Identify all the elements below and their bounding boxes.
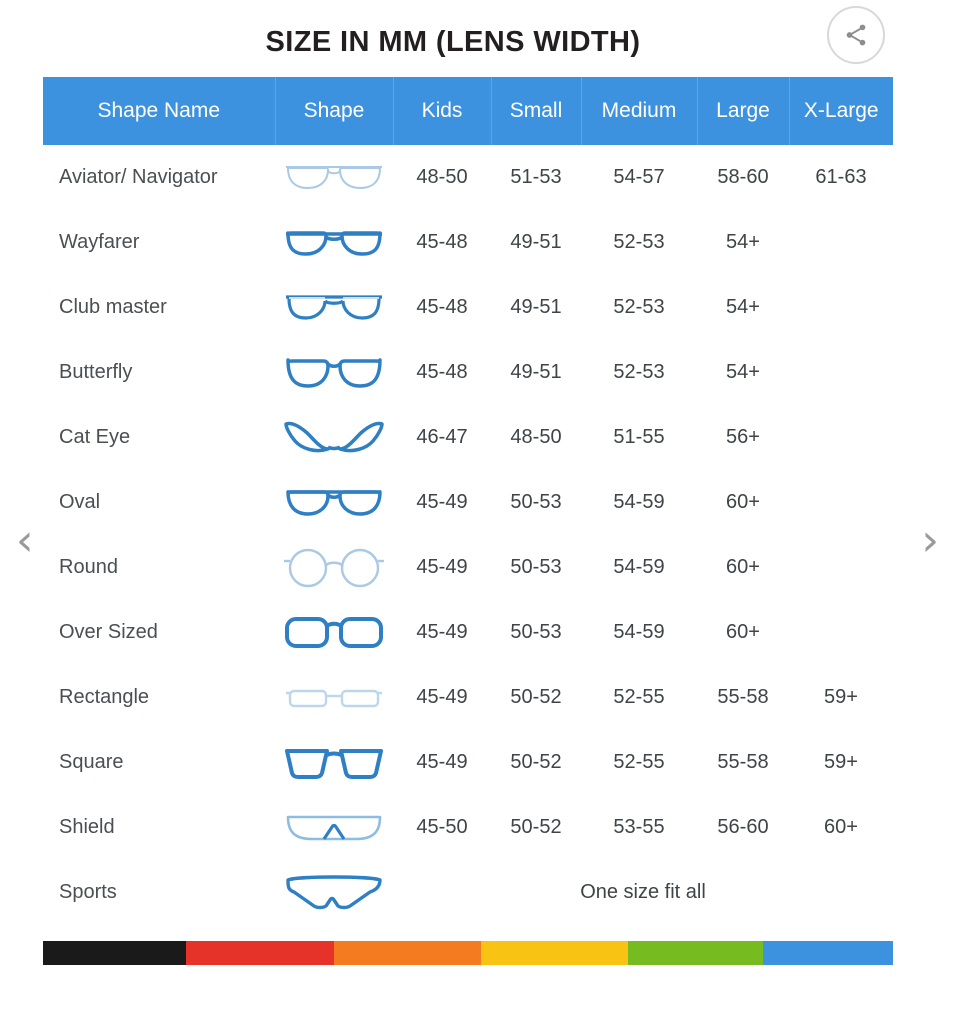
size-kids: 48-50 <box>393 145 491 210</box>
size-medium: 52-55 <box>581 665 697 730</box>
table-row <box>43 405 893 470</box>
color-swatch-orange <box>334 941 481 965</box>
shape-name: Rectangle <box>43 665 275 730</box>
size-xlarge <box>789 600 893 665</box>
size-small: 50-53 <box>491 600 581 665</box>
size-kids: 45-48 <box>393 210 491 275</box>
shape-glyph-cell <box>275 600 393 665</box>
size-medium: 53-55 <box>581 795 697 860</box>
oval-glasses-icon <box>275 474 393 532</box>
size-xlarge: 59+ <box>789 730 893 795</box>
table-row <box>43 275 893 340</box>
size-small: 50-53 <box>491 470 581 535</box>
shape-name: Wayfarer <box>43 210 275 275</box>
size-xlarge <box>789 340 893 405</box>
size-large: 54+ <box>697 275 789 340</box>
size-kids: 45-48 <box>393 340 491 405</box>
size-kids: 45-49 <box>393 600 491 665</box>
size-large: 54+ <box>697 340 789 405</box>
shape-name: Butterfly <box>43 340 275 405</box>
butterfly-glasses-icon <box>275 344 393 402</box>
one-size-note: One size fit all <box>393 860 893 925</box>
size-kids: 45-49 <box>393 470 491 535</box>
table-row <box>43 600 893 665</box>
size-large: 54+ <box>697 210 789 275</box>
size-xlarge <box>789 405 893 470</box>
color-swatch-black <box>43 941 186 965</box>
size-xlarge <box>789 470 893 535</box>
size-kids: 46-47 <box>393 405 491 470</box>
shape-glyph-cell <box>275 340 393 405</box>
sports-glasses-icon <box>275 864 393 922</box>
color-bar <box>43 941 893 965</box>
shape-glyph-cell <box>275 535 393 600</box>
size-medium: 54-59 <box>581 535 697 600</box>
size-small: 49-51 <box>491 275 581 340</box>
shape-glyph-cell <box>275 730 393 795</box>
size-small: 49-51 <box>491 210 581 275</box>
size-kids: 45-49 <box>393 665 491 730</box>
square-glasses-icon <box>275 734 393 792</box>
size-large: 58-60 <box>697 145 789 210</box>
size-large: 56+ <box>697 405 789 470</box>
table-row <box>43 210 893 275</box>
table-row <box>43 860 893 925</box>
clubmaster-glasses-icon <box>275 279 393 337</box>
shape-glyph-cell <box>275 860 393 925</box>
column-header-medium: Medium <box>581 77 697 145</box>
next-arrow-button[interactable]: › <box>921 515 939 566</box>
shape-glyph-cell <box>275 665 393 730</box>
size-small: 50-52 <box>491 730 581 795</box>
size-xlarge <box>789 535 893 600</box>
size-medium: 52-53 <box>581 340 697 405</box>
size-kids: 45-49 <box>393 535 491 600</box>
size-kids: 45-48 <box>393 275 491 340</box>
size-small: 50-52 <box>491 665 581 730</box>
wayfarer-glasses-icon <box>275 214 393 272</box>
column-header-xlarge: X-Large <box>789 77 893 145</box>
table-row <box>43 730 893 795</box>
size-xlarge: 60+ <box>789 795 893 860</box>
size-large: 60+ <box>697 600 789 665</box>
shape-name: Over Sized <box>43 600 275 665</box>
column-header-shape: Shape <box>275 77 393 145</box>
shape-glyph-cell <box>275 275 393 340</box>
size-large: 55-58 <box>697 730 789 795</box>
shield-glasses-icon <box>275 799 393 857</box>
size-medium: 54-57 <box>581 145 697 210</box>
table-row <box>43 470 893 535</box>
prev-arrow-button[interactable]: ‹ <box>16 515 34 566</box>
shape-glyph-cell <box>275 405 393 470</box>
size-kids: 45-50 <box>393 795 491 860</box>
size-xlarge <box>789 210 893 275</box>
share-button[interactable] <box>827 6 885 64</box>
round-glasses-icon <box>275 539 393 597</box>
cateye-glasses-icon <box>275 409 393 467</box>
table-row <box>43 145 893 210</box>
size-medium: 52-55 <box>581 730 697 795</box>
size-large: 60+ <box>697 535 789 600</box>
shape-name: Shield <box>43 795 275 860</box>
table-row <box>43 535 893 600</box>
shape-name: Club master <box>43 275 275 340</box>
size-large: 55-58 <box>697 665 789 730</box>
size-small: 51-53 <box>491 145 581 210</box>
rectangle-glasses-icon <box>275 669 393 727</box>
size-small: 48-50 <box>491 405 581 470</box>
size-medium: 54-59 <box>581 600 697 665</box>
size-small: 50-53 <box>491 535 581 600</box>
size-large: 56-60 <box>697 795 789 860</box>
table-row <box>43 795 893 860</box>
table-row <box>43 665 893 730</box>
color-swatch-blue <box>763 941 893 965</box>
table-header-row <box>43 77 893 145</box>
size-small: 49-51 <box>491 340 581 405</box>
shape-name: Aviator/ Navigator <box>43 145 275 210</box>
shape-glyph-cell <box>275 795 393 860</box>
column-header-large: Large <box>697 77 789 145</box>
shape-glyph-cell <box>275 145 393 210</box>
size-chart-card <box>43 0 893 985</box>
oversized-glasses-icon <box>275 604 393 662</box>
color-swatch-green <box>628 941 762 965</box>
shape-name: Sports <box>43 860 275 925</box>
size-medium: 51-55 <box>581 405 697 470</box>
size-large: 60+ <box>697 470 789 535</box>
aviator-glasses-icon <box>275 149 393 207</box>
shape-name: Oval <box>43 470 275 535</box>
color-swatch-yellow <box>481 941 628 965</box>
page-title: SIZE IN MM (LENS WIDTH) <box>265 26 641 58</box>
size-small: 50-52 <box>491 795 581 860</box>
column-header-small: Small <box>491 77 581 145</box>
size-chart-table <box>43 77 893 925</box>
column-header-kids: Kids <box>393 77 491 145</box>
size-medium: 52-53 <box>581 275 697 340</box>
shape-name: Cat Eye <box>43 405 275 470</box>
shape-glyph-cell <box>275 470 393 535</box>
column-header-shape-name: Shape Name <box>43 77 275 145</box>
table-row <box>43 340 893 405</box>
size-xlarge <box>789 275 893 340</box>
size-xlarge: 61-63 <box>789 145 893 210</box>
shape-name: Square <box>43 730 275 795</box>
shape-name: Round <box>43 535 275 600</box>
size-xlarge: 59+ <box>789 665 893 730</box>
size-medium: 54-59 <box>581 470 697 535</box>
shape-glyph-cell <box>275 210 393 275</box>
share-icon <box>843 22 869 48</box>
color-swatch-red <box>186 941 333 965</box>
size-kids: 45-49 <box>393 730 491 795</box>
size-medium: 52-53 <box>581 210 697 275</box>
